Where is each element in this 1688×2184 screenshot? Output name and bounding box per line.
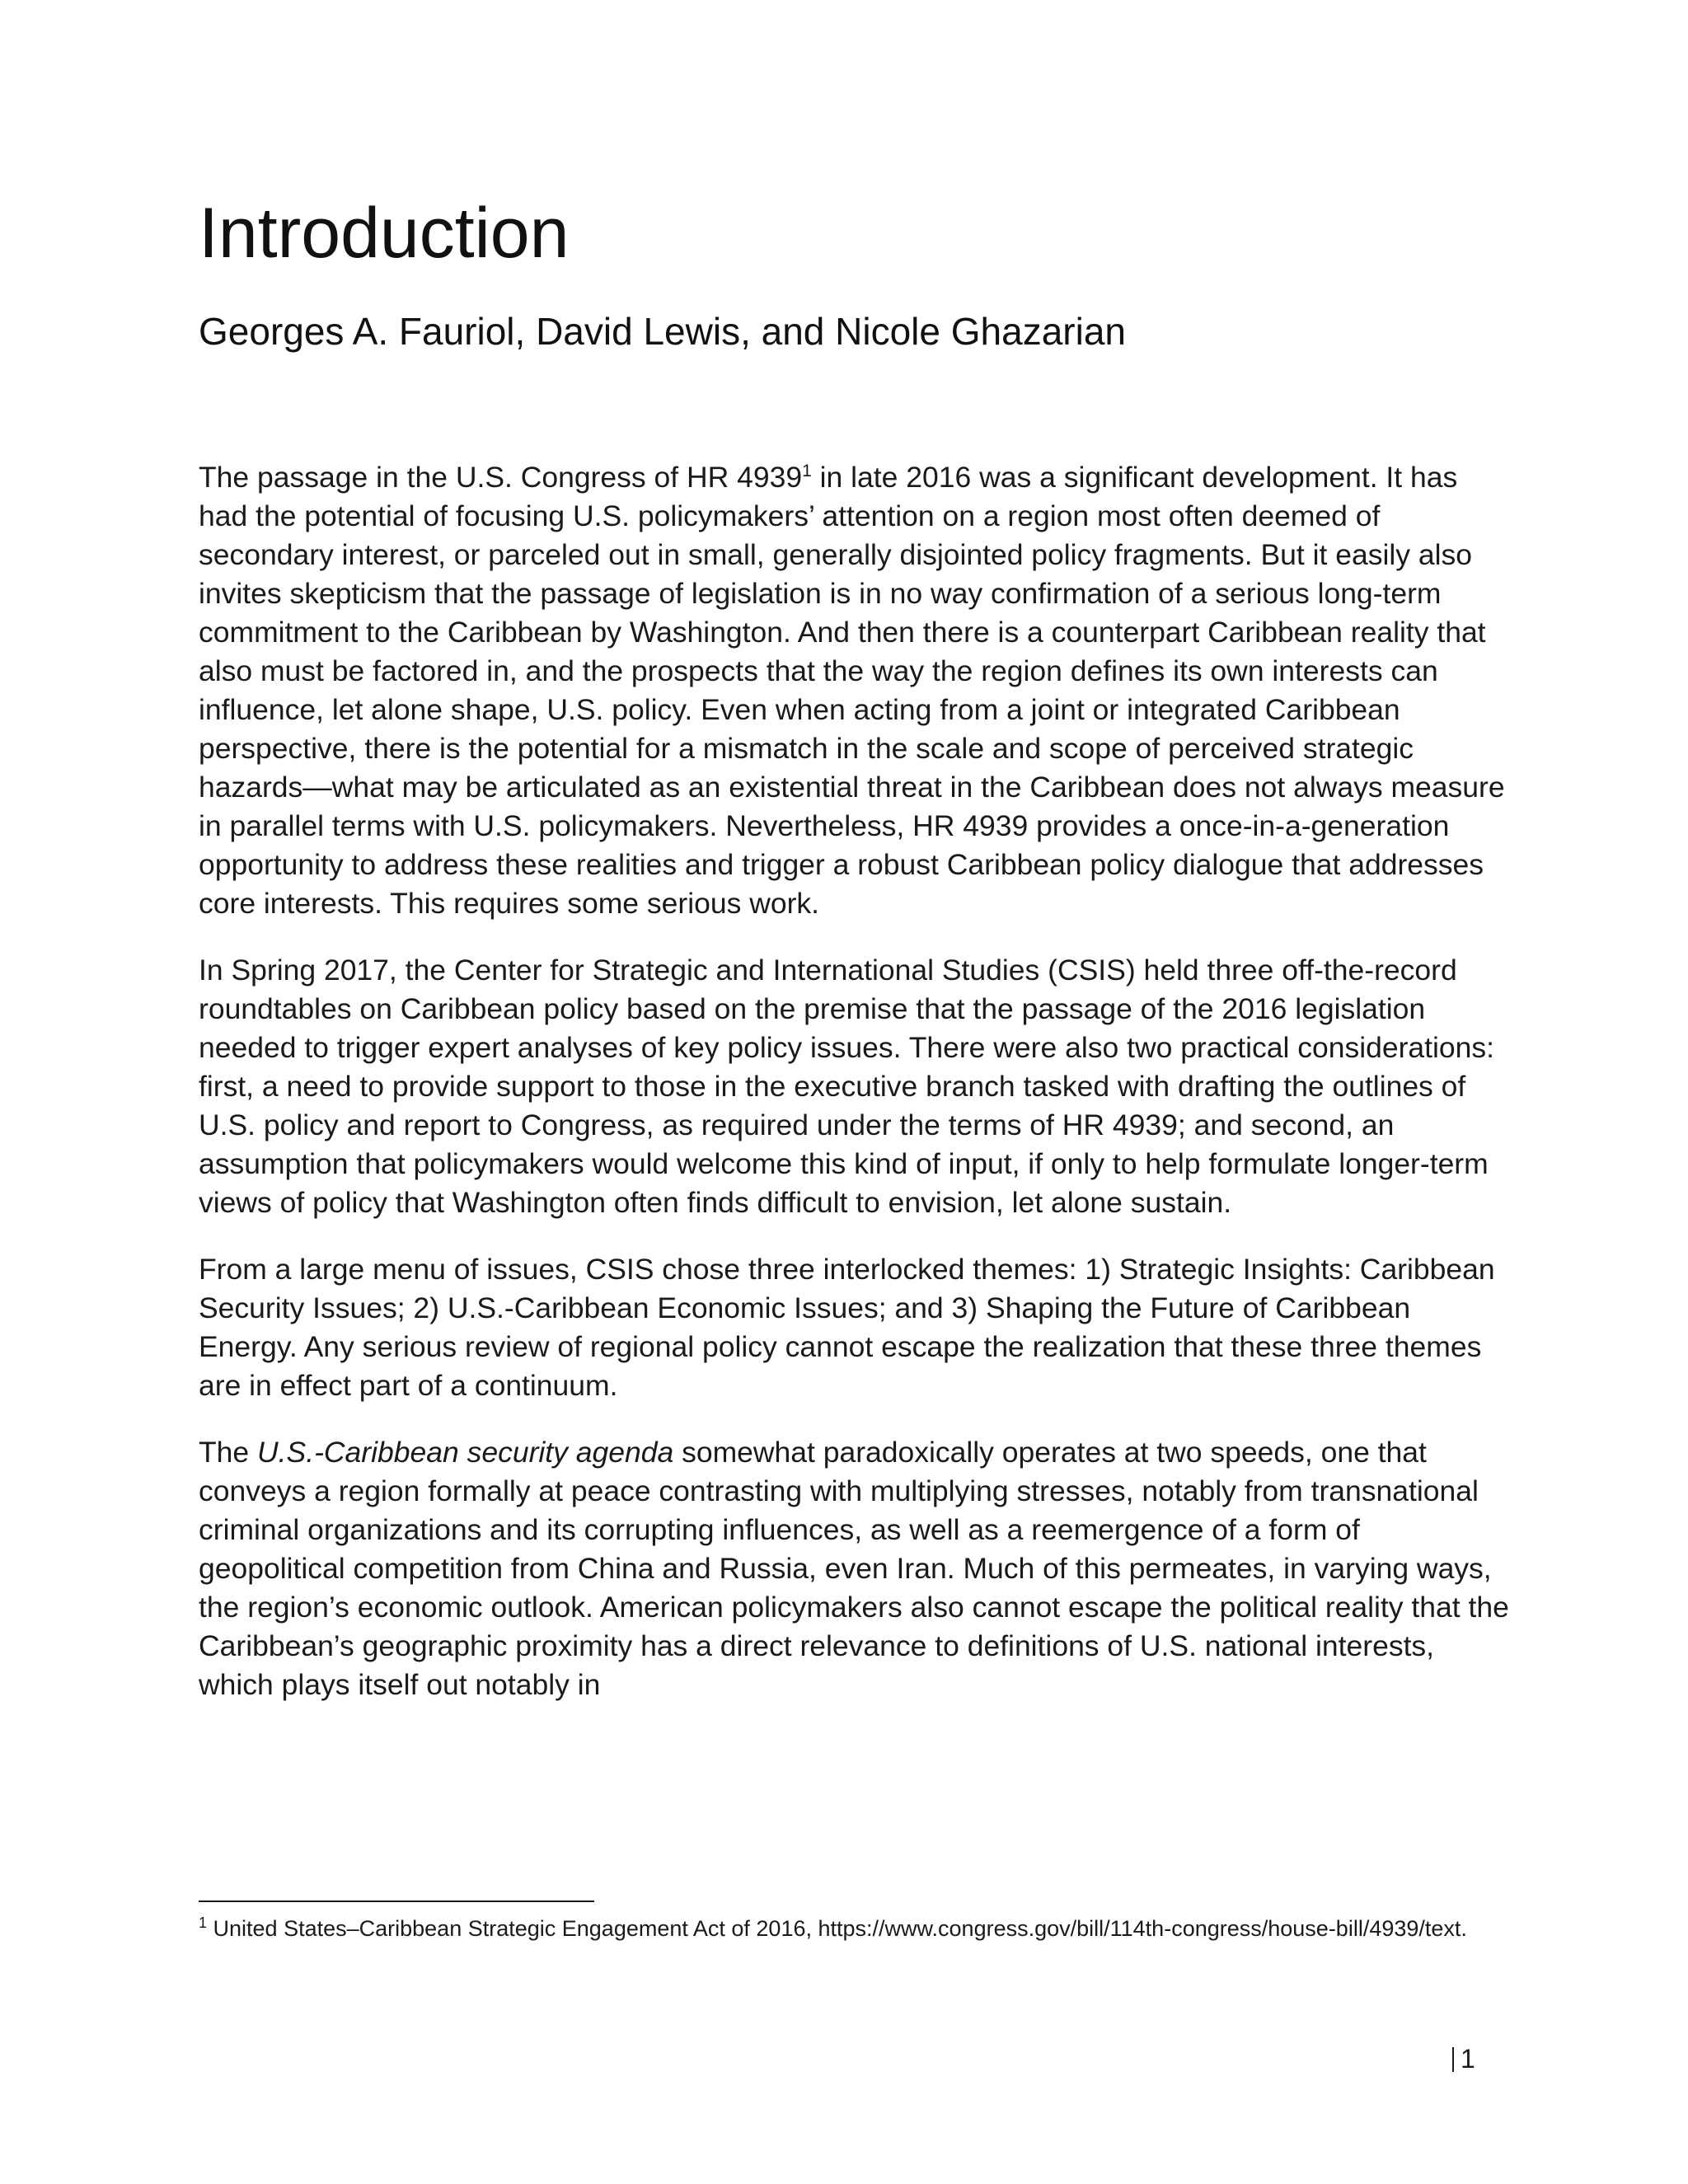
body-text bbox=[199, 458, 1509, 1732]
footnote-reference[interactable]: 1 bbox=[802, 462, 812, 481]
footnote-marker: 1 bbox=[199, 1915, 208, 1931]
footnote bbox=[199, 1914, 1484, 1944]
page-number-value: 1 bbox=[1461, 2044, 1475, 2074]
page-title: Introduction bbox=[199, 194, 570, 273]
page-number-divider bbox=[1452, 2047, 1454, 2072]
page-number bbox=[1452, 2044, 1475, 2074]
authors-line: Georges A. Fauriol, David Lewis, and Nicole Ghazarian bbox=[199, 310, 1127, 353]
footnote-text: United States–Caribbean Strategic Engagement Act of 2016, https://www.congress.gov/bill/114th-congress/house-bill/4939/text. bbox=[207, 1916, 1467, 1941]
paragraph-4-rest: somewhat paradoxically operates at two speeds, one that conveys a region formally at peace contrasting with multiplying stresses, notably from transnational criminal organizations and its corrupting influences, as well as a reemergence of a form of geopolitical competition from China and Russia, even Iran. Much of this permeates, in varying ways, the region’s economic outlook. American policymakers also cannot escape the political reality that the Caribbean’s geographic proximity has a direct relevance to definitions of U.S. national interests, which plays itself out notably in bbox=[199, 1436, 1509, 1701]
paragraph-2: In Spring 2017, the Center for Strategic and International Studies (CSIS) held three off-the-record roundtables on Caribbean policy based on the premise that the passage of the 2016 legislation needed to trigger expert analyses of key policy issues. There were also two practical considerations: first, a need to provide support to those in the executive branch tasked with drafting the outlines of U.S. policy and report to Congress, as required under the terms of HR 4939; and second, an assumption that policymakers would welcome this kind of input, if only to help formulate longer-term views of policy that Washington often finds difficult to envision, let alone sustain. bbox=[199, 954, 1495, 1219]
paragraph-3: From a large menu of issues, CSIS chose three interlocked themes: 1) Strategic Insights: Caribbean Security Issues; 2) U.S.-Caribbean Economic Issues; and 3) Shaping the Future of Caribbean Energy. Any serious review of regional policy cannot escape the realization that these three themes are in effect part of a continuum. bbox=[199, 1253, 1495, 1402]
paragraph-1-text-a: The passage in the U.S. Congress of HR 4939 bbox=[199, 461, 803, 494]
paragraph-4-lead: The bbox=[199, 1436, 258, 1469]
paragraph-4 bbox=[199, 1433, 1509, 1704]
paragraph-1-text-b: in late 2016 was a significant development. It has had the potential of focusing U.S. policymakers’ attention on a region most often deemed of secondary interest, or parceled out in small, generally disjointed policy fragments. But it easily also invites skepticism that the passage of legislation is in no way confirmation of a serious long-term commitment to the Caribbean by Washington. And then there is a counterpart Caribbean reality that also must be factored in, and the prospects that the way the region defines its own interests can influence, let alone shape, U.S. policy. Even when acting from a joint or integrated Caribbean perspective, there is the potential for a mismatch in the scale and scope of perceived strategic hazards—what may be articulated as an existential threat in the Caribbean does not always measure in parallel terms with U.S. policymakers. Nevertheless, HR 4939 provides a once-in-a-generation opportunity to address these realities and trigger a robust Caribbean policy dialogue that addresses core interests. This requires some serious work. bbox=[199, 461, 1505, 920]
footnote-divider bbox=[199, 1900, 594, 1902]
paragraph-4-italic-term: U.S.-Caribbean security agenda bbox=[257, 1436, 674, 1469]
paragraph-1 bbox=[199, 458, 1509, 923]
